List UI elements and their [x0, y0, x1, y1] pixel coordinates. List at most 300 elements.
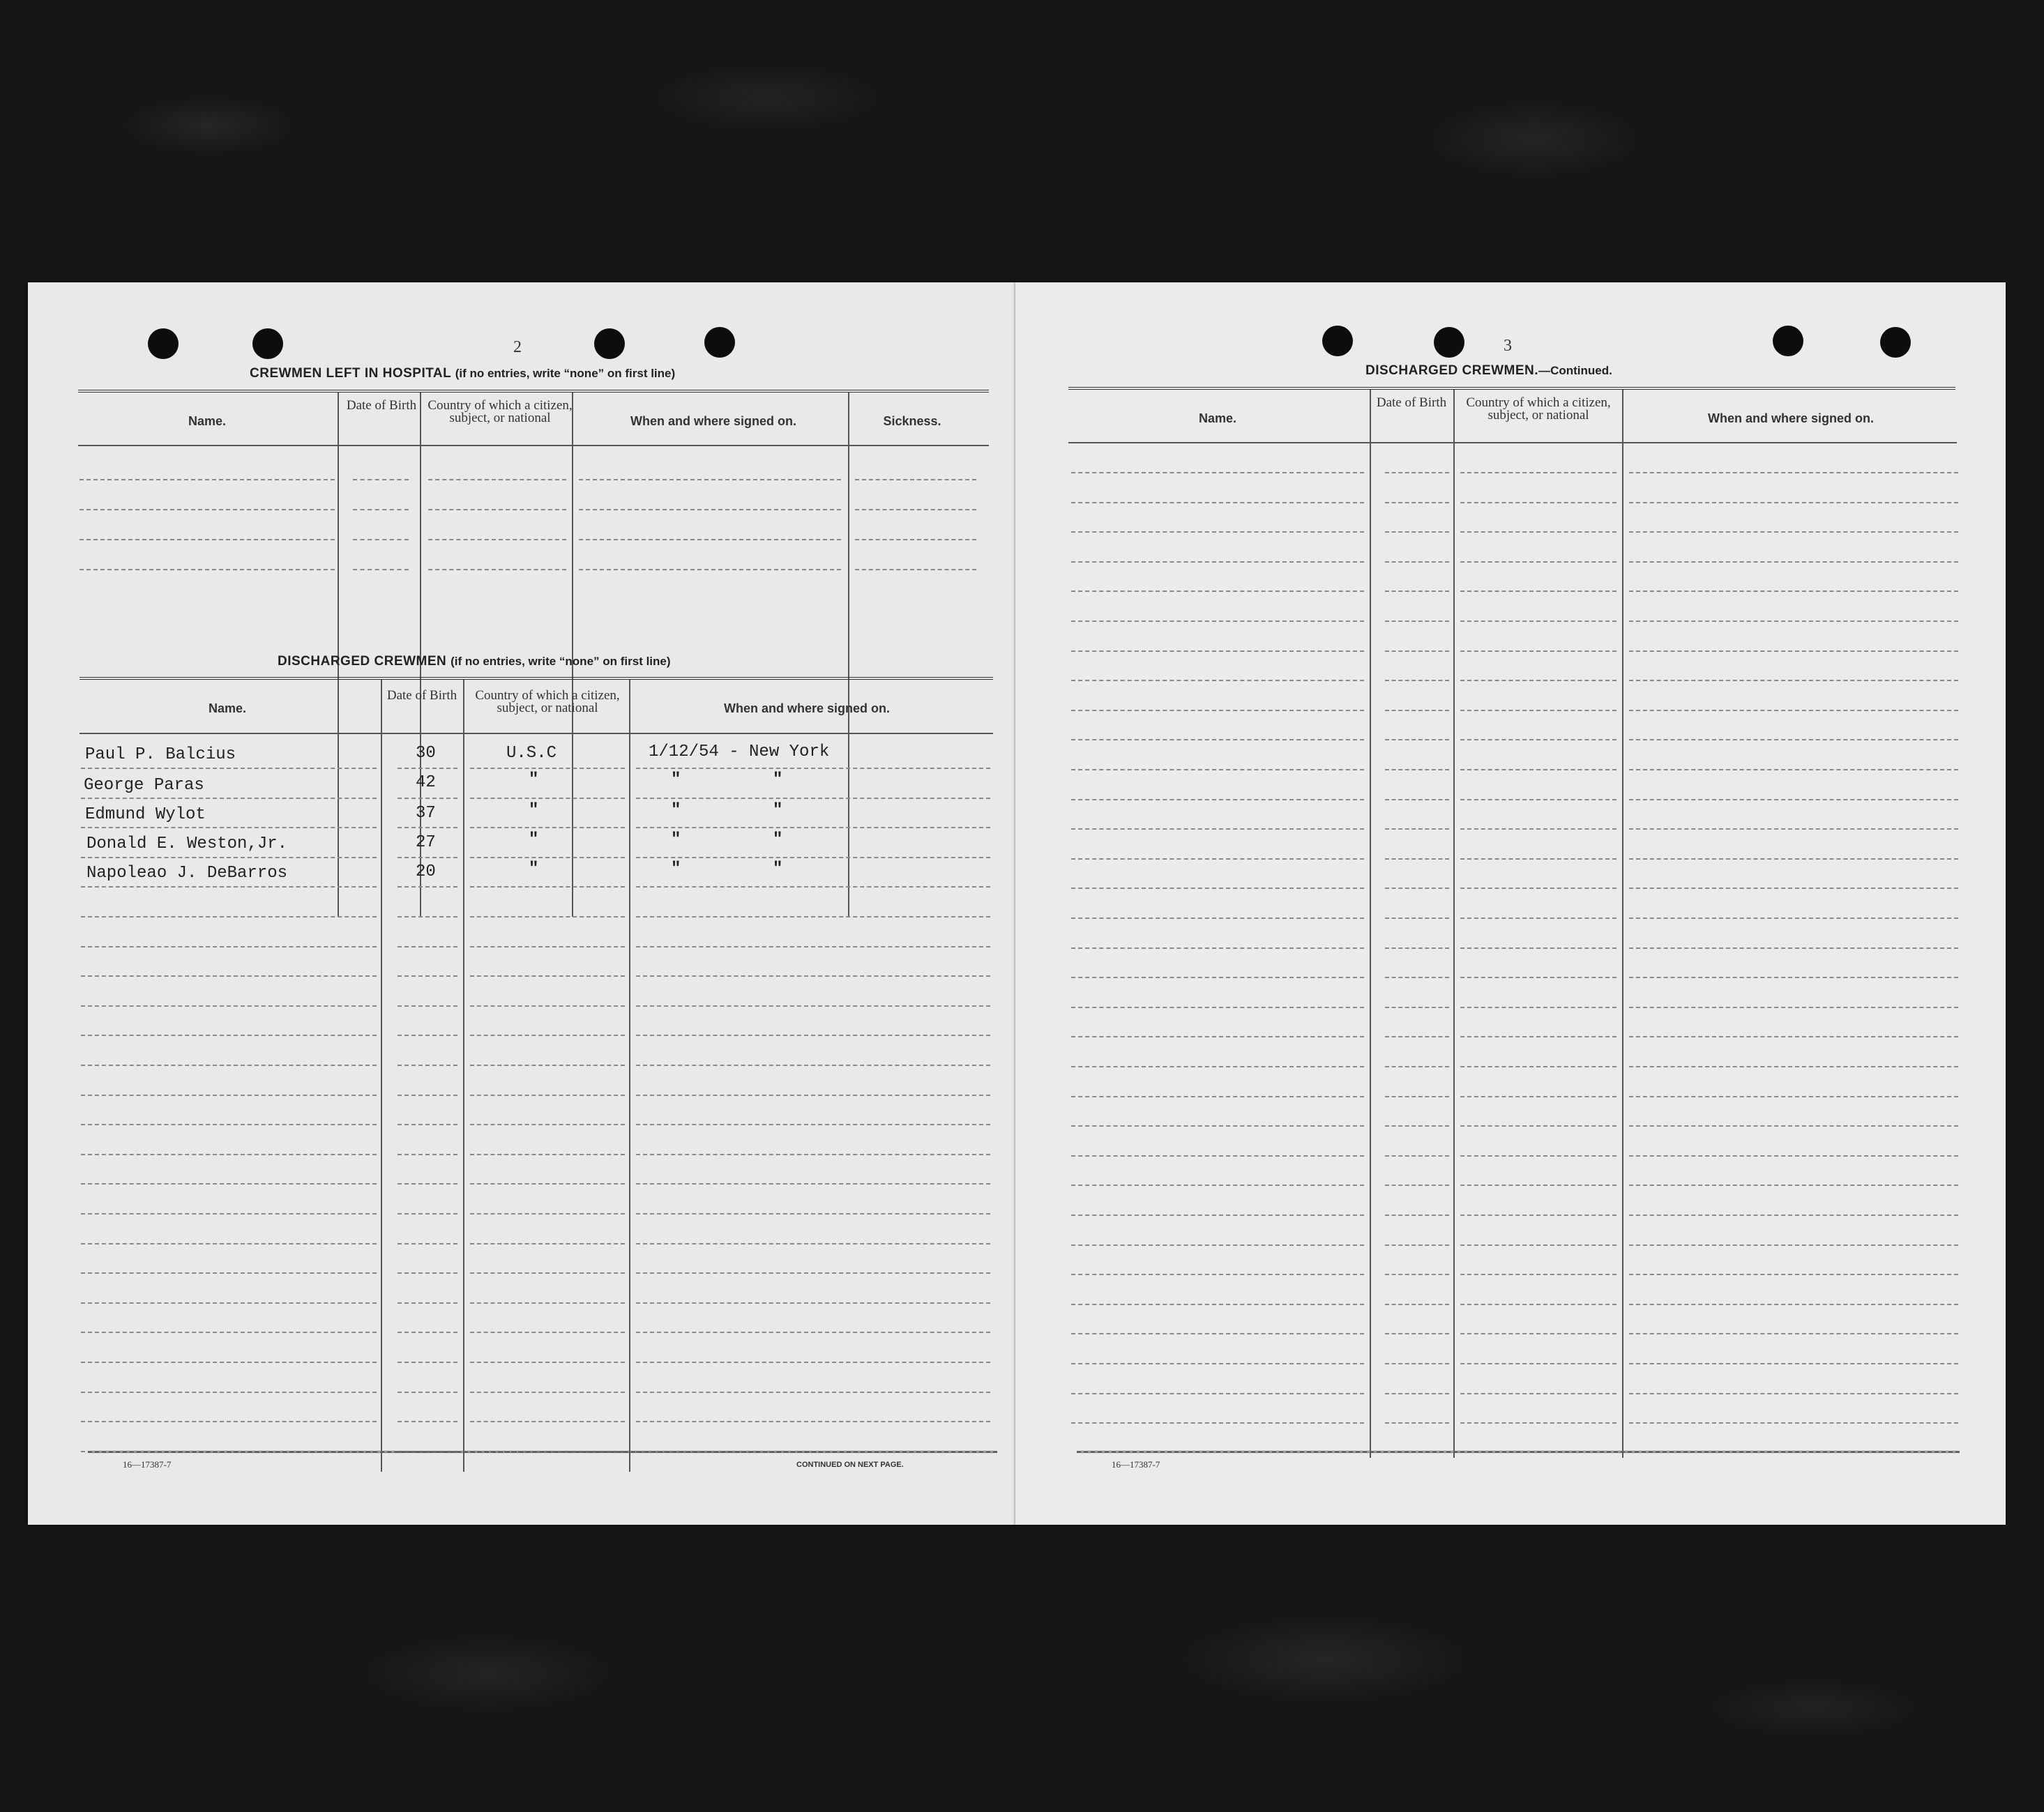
ruled-line	[1385, 799, 1449, 800]
ruled-line	[1385, 918, 1449, 919]
ruled-line	[470, 1243, 625, 1244]
ruled-line	[1629, 828, 1958, 830]
ruled-line	[1629, 1363, 1958, 1364]
ruled-line	[636, 975, 990, 977]
ruled-line	[1629, 858, 1958, 860]
ruled-line	[1460, 1066, 1617, 1067]
ruled-line	[636, 1272, 990, 1274]
discharged-continued-title	[1365, 363, 1612, 379]
ruled-line	[353, 539, 409, 540]
ruled-line	[1629, 472, 1958, 473]
column-divider	[381, 680, 382, 1472]
ruled-line	[1460, 1096, 1617, 1097]
ruled-line	[398, 1005, 457, 1007]
ruled-line	[398, 1183, 457, 1185]
crew-dob: 37	[416, 804, 436, 823]
ruled-line	[1071, 947, 1364, 949]
ruled-line	[1460, 591, 1617, 592]
crew-name: George Paras	[84, 776, 204, 795]
ruled-line	[470, 1065, 625, 1066]
punch-hole	[252, 328, 283, 359]
ruled-line	[1071, 502, 1364, 503]
ruled-line	[1385, 680, 1449, 681]
ruled-line	[1385, 1125, 1449, 1127]
ruled-line	[1071, 1393, 1364, 1394]
ruled-line	[470, 975, 625, 977]
ruled-line	[470, 1035, 625, 1036]
ruled-line	[1460, 828, 1617, 830]
ruled-line	[1460, 799, 1617, 800]
ruled-line	[1629, 769, 1958, 770]
crew-country: "	[529, 830, 539, 849]
column-header-rule	[1068, 442, 1957, 443]
ruled-line	[1385, 621, 1449, 622]
ruled-line	[398, 1154, 457, 1155]
ruled-line	[1629, 799, 1958, 800]
ruled-line	[1629, 1422, 1958, 1424]
ruled-line	[855, 539, 976, 540]
ruled-line	[855, 479, 976, 480]
crew-dob: 30	[416, 744, 436, 763]
ruled-line	[398, 886, 457, 888]
column-divider	[629, 680, 630, 1472]
ruled-line	[1385, 1422, 1449, 1424]
column-divider	[848, 393, 849, 917]
ruled-line	[855, 509, 976, 510]
hospital-section-title	[250, 366, 675, 381]
ruled-line	[1460, 918, 1617, 919]
ruled-line	[579, 509, 841, 510]
ruled-line	[470, 1362, 625, 1363]
crew-dob: 42	[416, 773, 436, 792]
punch-hole	[594, 328, 625, 359]
ruled-line	[1460, 739, 1617, 740]
section-title-text: CREWMEN LEFT IN HOSPITAL	[250, 366, 451, 381]
ruled-line	[1385, 1244, 1449, 1246]
ruled-line	[1460, 1007, 1617, 1008]
ruled-line	[81, 798, 377, 799]
column-header-rule	[78, 445, 989, 446]
ruled-line	[1071, 1363, 1364, 1364]
punch-hole	[1322, 326, 1353, 356]
ruled-line	[470, 1392, 625, 1393]
ruled-line	[80, 479, 335, 480]
crew-signed-on-place: "	[773, 830, 783, 849]
ruled-line	[80, 539, 335, 540]
ruled-line	[470, 1005, 625, 1007]
ruled-line	[1460, 858, 1617, 860]
ruled-line	[1385, 1036, 1449, 1037]
ruled-line	[398, 1302, 457, 1304]
ruled-line	[398, 916, 457, 918]
ruled-line	[1460, 561, 1617, 563]
ruled-line	[470, 768, 625, 769]
ruled-line	[1460, 1125, 1617, 1127]
ruled-line	[1385, 561, 1449, 563]
ruled-line	[470, 1154, 625, 1155]
column-header-dob: Date of Birth	[386, 688, 457, 703]
ruled-line	[470, 1095, 625, 1096]
crew-name: Paul P. Balcius	[85, 745, 236, 764]
crew-signed-on-place: "	[773, 801, 783, 820]
ruled-line	[1071, 1274, 1364, 1275]
ruled-line	[1629, 1155, 1958, 1157]
ruled-line	[470, 1421, 625, 1422]
discharged-section-title	[278, 654, 671, 669]
ruled-line	[428, 539, 566, 540]
ruled-line	[80, 569, 335, 570]
section-subtitle-text: (if no entries, write “none” on first line)	[455, 367, 676, 380]
ruled-line	[1385, 888, 1449, 889]
ruled-line	[1071, 1215, 1364, 1216]
ruled-line	[1629, 1215, 1958, 1216]
ruled-line	[1460, 1304, 1617, 1305]
ruled-line	[1071, 769, 1364, 770]
ruled-line	[398, 1332, 457, 1333]
ruled-line	[1629, 1007, 1958, 1008]
column-divider	[463, 680, 464, 1472]
ruled-line	[636, 798, 990, 799]
ruled-line	[636, 1035, 990, 1036]
crew-dob: 20	[416, 862, 436, 881]
ruled-line	[470, 798, 625, 799]
ruled-line	[81, 1213, 377, 1215]
ruled-line	[1629, 977, 1958, 978]
crew-signed-on-date: "	[671, 830, 681, 849]
ruled-line	[1385, 1215, 1449, 1216]
ruled-line	[470, 1183, 625, 1185]
ruled-line	[1629, 1333, 1958, 1334]
ruled-line	[1629, 591, 1958, 592]
ruled-line	[1385, 1363, 1449, 1364]
ruled-line	[1071, 799, 1364, 800]
ruled-line	[1460, 472, 1617, 473]
ruled-line	[470, 1124, 625, 1125]
ruled-line	[398, 1095, 457, 1096]
ruled-line	[398, 1124, 457, 1125]
ruled-line	[470, 886, 625, 888]
ruled-line	[470, 916, 625, 918]
ruled-line	[398, 798, 457, 799]
ruled-line	[81, 1421, 377, 1422]
ruled-line	[579, 569, 841, 570]
ruled-line	[470, 1272, 625, 1274]
column-header-country: Country of which a citizen, subject, or national	[1466, 395, 1611, 422]
form-number: 16—17387-7	[123, 1459, 172, 1470]
column-header-signed-on: When and where signed on.	[630, 414, 797, 428]
punch-hole	[704, 327, 735, 358]
right-page	[1015, 282, 2006, 1525]
left-page	[28, 282, 1018, 1525]
ruled-line	[81, 975, 377, 977]
column-header-rule	[80, 733, 993, 734]
ruled-line	[1629, 531, 1958, 533]
ruled-line	[428, 479, 566, 480]
ruled-line	[1460, 680, 1617, 681]
ruled-line	[81, 1124, 377, 1125]
ruled-line	[398, 1035, 457, 1036]
ruled-line	[636, 1005, 990, 1007]
ruled-line	[1071, 977, 1364, 978]
ruled-line	[1385, 977, 1449, 978]
ruled-line	[398, 1272, 457, 1274]
column-header-country: Country of which a citizen, subject, or national	[475, 688, 620, 715]
ruled-line	[1071, 1155, 1364, 1157]
ruled-line	[1460, 1422, 1617, 1424]
ruled-line	[1385, 1274, 1449, 1275]
section-title-text: DISCHARGED CREWMEN.	[1365, 363, 1539, 378]
column-header-dob: Date of Birth	[1376, 395, 1447, 410]
ruled-line	[1629, 1304, 1958, 1305]
ruled-line	[1460, 1244, 1617, 1246]
ruled-line	[81, 827, 377, 828]
crew-signed-on-place: "	[773, 860, 783, 878]
punch-hole	[1434, 327, 1464, 358]
crew-signed-on-date: "	[671, 801, 681, 820]
ruled-line	[81, 1154, 377, 1155]
ruled-line	[81, 1362, 377, 1363]
ruled-line	[1385, 1304, 1449, 1305]
ruled-line	[636, 886, 990, 888]
ruled-line	[1629, 1244, 1958, 1246]
column-divider	[1370, 390, 1371, 1458]
punch-hole	[148, 328, 179, 359]
ruled-line	[1385, 858, 1449, 860]
ruled-line	[1629, 1066, 1958, 1067]
ruled-line	[1629, 1393, 1958, 1394]
ruled-line	[1460, 502, 1617, 503]
ruled-line	[1071, 680, 1364, 681]
column-header-name: Name.	[208, 701, 247, 715]
ruled-line	[1385, 739, 1449, 740]
header-rule	[78, 390, 989, 393]
ruled-line	[81, 1302, 377, 1304]
section-title-suffix: —Continued.	[1538, 364, 1612, 377]
ruled-line	[398, 1421, 457, 1422]
ruled-line	[1629, 739, 1958, 740]
ruled-line	[1460, 1274, 1617, 1275]
ruled-line	[1071, 591, 1364, 592]
ruled-line	[1071, 531, 1364, 533]
ruled-line	[398, 1213, 457, 1215]
ruled-line	[1460, 977, 1617, 978]
ruled-line	[1460, 888, 1617, 889]
ruled-line	[1385, 650, 1449, 652]
crew-signed-on: 1/12/54 - New York	[649, 743, 830, 761]
ruled-line	[81, 886, 377, 888]
ruled-line	[1071, 621, 1364, 622]
header-rule	[80, 677, 993, 680]
ruled-line	[636, 827, 990, 828]
ruled-line	[81, 1272, 377, 1274]
ruled-line	[636, 1302, 990, 1304]
ruled-line	[1385, 769, 1449, 770]
ruled-line	[1629, 561, 1958, 563]
ruled-line	[1629, 680, 1958, 681]
bottom-rule-dashed	[1077, 1451, 1960, 1452]
column-header-name: Name.	[1198, 411, 1237, 425]
crew-name: Napoleao J. DeBarros	[86, 864, 288, 883]
ruled-line	[398, 768, 457, 769]
ruled-line	[1071, 1007, 1364, 1008]
ruled-line	[579, 539, 841, 540]
crew-country: "	[529, 860, 539, 878]
ruled-line	[398, 1362, 457, 1363]
column-header-sickness: Sickness.	[883, 414, 941, 428]
ruled-line	[1071, 858, 1364, 860]
ruled-line	[1071, 918, 1364, 919]
ruled-line	[353, 479, 409, 480]
continued-note: CONTINUED ON NEXT PAGE.	[796, 1461, 904, 1469]
header-rule	[1068, 387, 1955, 390]
ruled-line	[428, 509, 566, 510]
ruled-line	[1629, 621, 1958, 622]
ruled-line	[636, 946, 990, 947]
ruled-line	[636, 1332, 990, 1333]
ruled-line	[1629, 1036, 1958, 1037]
ruled-line	[636, 1095, 990, 1096]
ruled-line	[470, 857, 625, 858]
ruled-line	[1385, 1066, 1449, 1067]
crew-name: Donald E. Weston,Jr.	[86, 835, 288, 853]
ruled-line	[636, 1183, 990, 1185]
ruled-line	[1071, 1066, 1364, 1067]
ruled-line	[1385, 828, 1449, 830]
ruled-line	[398, 857, 457, 858]
ruled-line	[636, 1421, 990, 1422]
ruled-line	[470, 1302, 625, 1304]
ruled-line	[1629, 888, 1958, 889]
page-number: 2	[513, 338, 522, 356]
ruled-line	[855, 569, 976, 570]
ruled-line	[1071, 1422, 1364, 1424]
ruled-line	[636, 1065, 990, 1066]
ruled-line	[1385, 947, 1449, 949]
ruled-line	[81, 1332, 377, 1333]
punch-hole	[1880, 327, 1911, 358]
ruled-line	[1385, 591, 1449, 592]
form-number: 16—17387-7	[1112, 1459, 1160, 1470]
ruled-line	[80, 509, 335, 510]
ruled-line	[81, 946, 377, 947]
ruled-line	[1385, 1185, 1449, 1186]
ruled-line	[1071, 1096, 1364, 1097]
punch-hole	[1773, 326, 1803, 356]
ruled-line	[81, 1392, 377, 1393]
ruled-line	[470, 946, 625, 947]
column-header-country: Country of which a citizen, subject, or national	[427, 398, 573, 425]
crew-country: "	[529, 770, 539, 789]
ruled-line	[1460, 531, 1617, 533]
ruled-line	[1629, 1125, 1958, 1127]
section-subtitle-text: (if no entries, write “none” on first line)	[451, 655, 671, 668]
ruled-line	[1460, 1333, 1617, 1334]
ruled-line	[1460, 1036, 1617, 1037]
ruled-line	[1071, 1125, 1364, 1127]
ruled-line	[1071, 1185, 1364, 1186]
ruled-line	[398, 1243, 457, 1244]
ruled-line	[636, 1392, 990, 1393]
crew-dob: 27	[416, 833, 436, 852]
ruled-line	[81, 1095, 377, 1096]
bottom-rule-dashed	[88, 1451, 997, 1452]
ruled-line	[636, 768, 990, 769]
ruled-line	[1629, 918, 1958, 919]
ruled-line	[636, 1243, 990, 1244]
ruled-line	[1385, 1333, 1449, 1334]
ruled-line	[81, 768, 377, 769]
ruled-line	[1385, 472, 1449, 473]
ruled-line	[81, 916, 377, 918]
ruled-line	[1460, 1363, 1617, 1364]
ruled-line	[1460, 650, 1617, 652]
ruled-line	[81, 1035, 377, 1036]
ruled-line	[81, 1183, 377, 1185]
crew-signed-on-date: "	[671, 770, 681, 789]
ruled-line	[1629, 1185, 1958, 1186]
ruled-line	[1385, 710, 1449, 711]
column-header-signed-on: When and where signed on.	[723, 701, 891, 715]
ruled-line	[470, 1332, 625, 1333]
ruled-line	[1460, 1393, 1617, 1394]
ruled-line	[579, 479, 841, 480]
ruled-line	[398, 1392, 457, 1393]
ruled-line	[1071, 888, 1364, 889]
ruled-line	[81, 1005, 377, 1007]
ruled-line	[636, 1124, 990, 1125]
column-header-signed-on: When and where signed on.	[1707, 411, 1875, 425]
ruled-line	[428, 569, 566, 570]
ruled-line	[1460, 1215, 1617, 1216]
ruled-line	[1629, 1274, 1958, 1275]
ruled-line	[1629, 1096, 1958, 1097]
section-title-text: DISCHARGED CREWMEN	[278, 654, 447, 669]
ruled-line	[470, 827, 625, 828]
column-header-name: Name.	[188, 414, 227, 428]
ruled-line	[1071, 710, 1364, 711]
ruled-line	[470, 1213, 625, 1215]
ruled-line	[1460, 947, 1617, 949]
ruled-line	[1385, 1096, 1449, 1097]
ruled-line	[636, 916, 990, 918]
ruled-line	[1071, 472, 1364, 473]
ruled-line	[353, 509, 409, 510]
column-divider	[1622, 390, 1623, 1458]
ruled-line	[1071, 1333, 1364, 1334]
ruled-line	[1385, 1155, 1449, 1157]
ruled-line	[1071, 1304, 1364, 1305]
ruled-line	[1385, 502, 1449, 503]
ruled-line	[1385, 531, 1449, 533]
crew-name: Edmund Wylot	[85, 805, 206, 824]
ruled-line	[1071, 1244, 1364, 1246]
column-divider	[1453, 390, 1455, 1458]
ruled-line	[353, 569, 409, 570]
ruled-line	[1629, 502, 1958, 503]
crew-signed-on-place: "	[773, 770, 783, 789]
ruled-line	[1460, 769, 1617, 770]
ruled-line	[636, 1154, 990, 1155]
ruled-line	[398, 827, 457, 828]
ruled-line	[1071, 650, 1364, 652]
ruled-line	[1071, 828, 1364, 830]
ruled-line	[1460, 1155, 1617, 1157]
ruled-line	[398, 946, 457, 947]
ruled-line	[1629, 947, 1958, 949]
ruled-line	[81, 857, 377, 858]
page-number: 3	[1504, 337, 1512, 355]
ruled-line	[398, 1065, 457, 1066]
